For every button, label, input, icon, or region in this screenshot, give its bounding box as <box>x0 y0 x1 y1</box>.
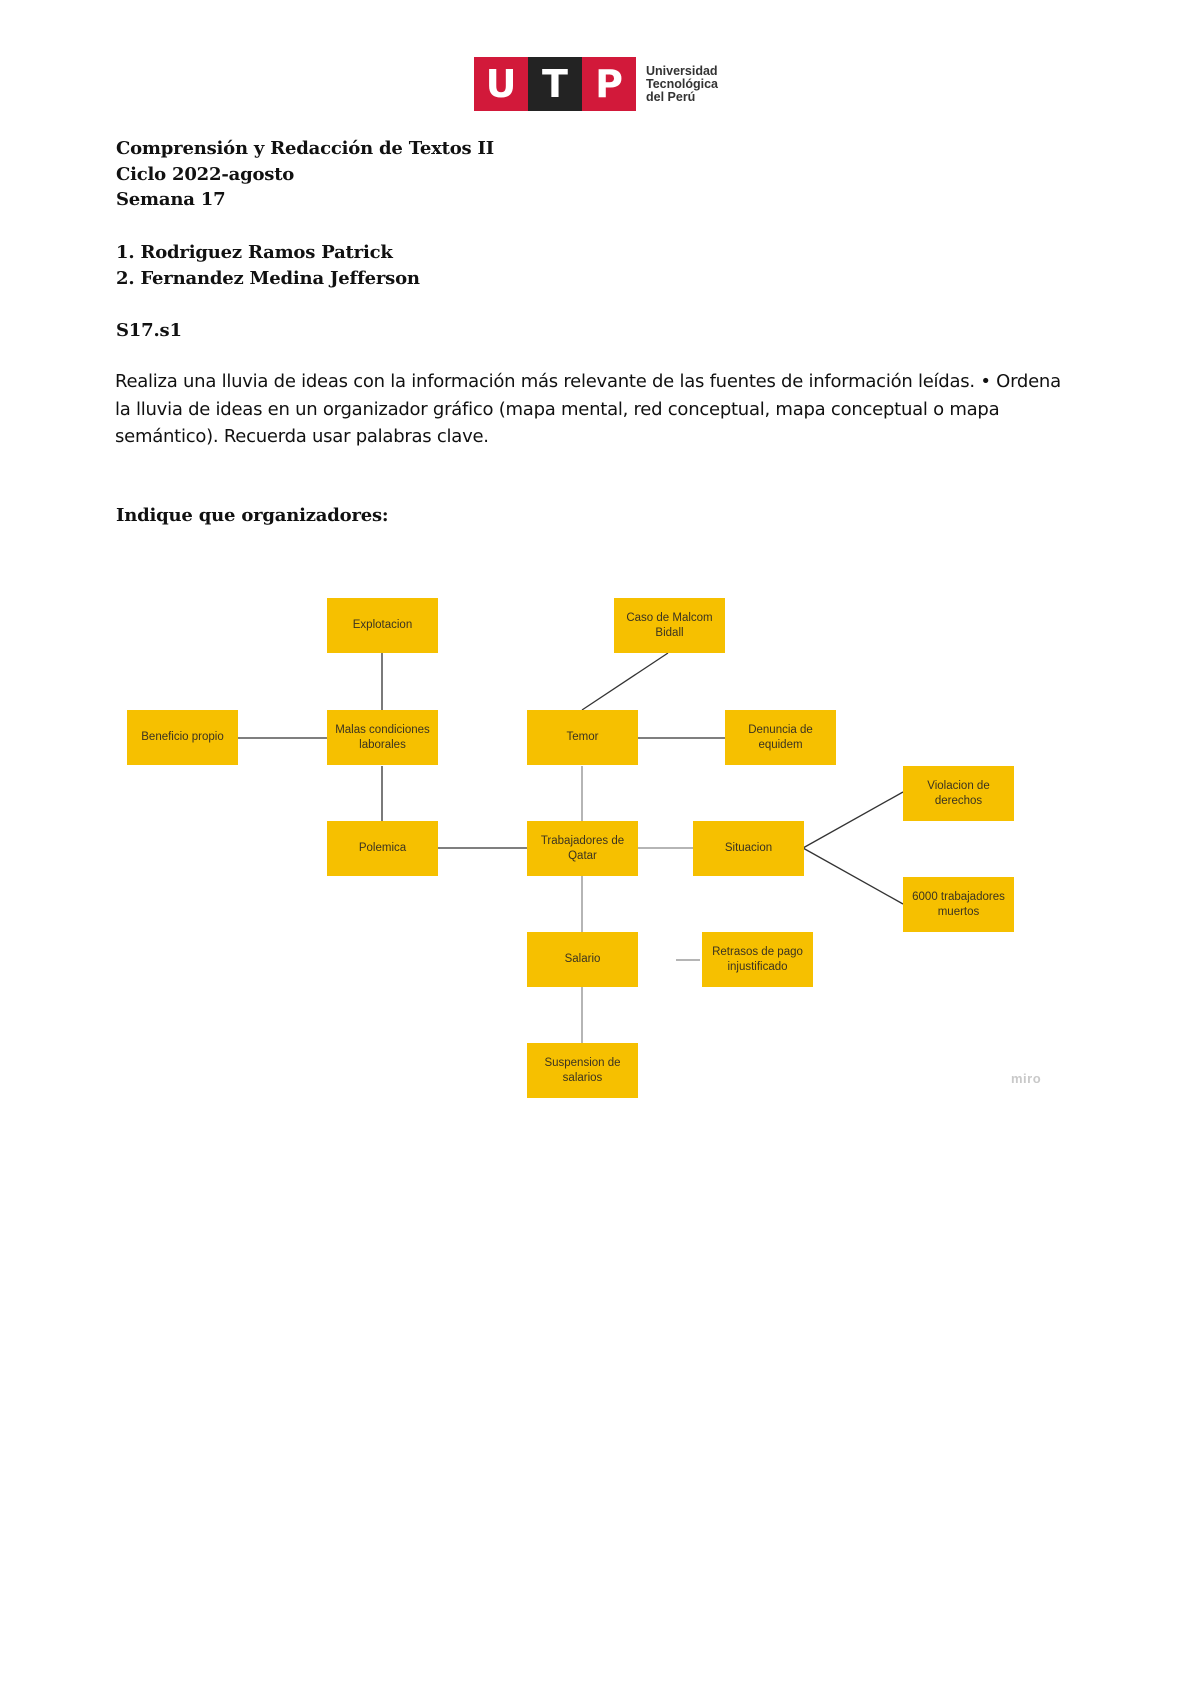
node-suspension-salarios: Suspension de salarios <box>527 1043 638 1098</box>
node-temor: Temor <box>527 710 638 765</box>
node-violacion-derechos: Violacion de derechos <box>903 766 1014 821</box>
course-title: Comprensión y Redacción de Textos II <box>116 138 494 159</box>
logo-text-line-1: Universidad <box>646 63 718 78</box>
student-1: 1. Rodriguez Ramos Patrick <box>116 242 393 263</box>
node-situacion: Situacion <box>693 821 804 876</box>
question-heading: Indique que organizadores: <box>116 505 389 526</box>
logo-text-line-2: Tecnológica <box>646 76 719 91</box>
node-beneficio-propio: Beneficio propio <box>127 710 238 765</box>
connector-situacion-muertos <box>803 848 903 904</box>
node-explotacion: Explotacion <box>327 598 438 653</box>
logo-university-name <box>646 65 718 104</box>
node-trabajadores-qatar: Trabajadores de Qatar <box>527 821 638 876</box>
cycle-line: Ciclo 2022-agosto <box>116 164 295 185</box>
connector-caso-temor <box>582 653 668 710</box>
logo-letter-p: P <box>582 57 636 111</box>
logo-letter-u: U <box>474 57 528 111</box>
node-caso-malcom: Caso de Malcom Bidall <box>614 598 725 653</box>
node-malas-condiciones: Malas condiciones laborales <box>327 710 438 765</box>
week-line: Semana 17 <box>116 189 226 210</box>
node-trabajadores-muertos: 6000 trabajadores muertos <box>903 877 1014 932</box>
instructions-paragraph: Realiza una lluvia de ideas con la información más relevante de las fuentes de información leídas. • Ordena la lluvia de ideas en un organizador gráfico (mapa mental, red conceptual, mapa conceptual o mapa semántico). Recuerda usar palabras clave. <box>115 371 1061 447</box>
utp-logo <box>474 57 718 111</box>
node-salario: Salario <box>527 932 638 987</box>
logo-text-line-3: del Perú <box>646 89 696 104</box>
session-code: S17.s1 <box>116 320 182 341</box>
miro-watermark: miro <box>1011 1071 1042 1086</box>
student-2: 2. Fernandez Medina Jefferson <box>116 268 420 289</box>
node-denuncia: Denuncia de equidem <box>725 710 836 765</box>
node-retrasos-pago: Retrasos de pago injustificado <box>702 932 813 987</box>
node-polemica: Polemica <box>327 821 438 876</box>
connector-situacion-violacion <box>803 792 903 848</box>
logo-letter-t: T <box>528 57 582 111</box>
